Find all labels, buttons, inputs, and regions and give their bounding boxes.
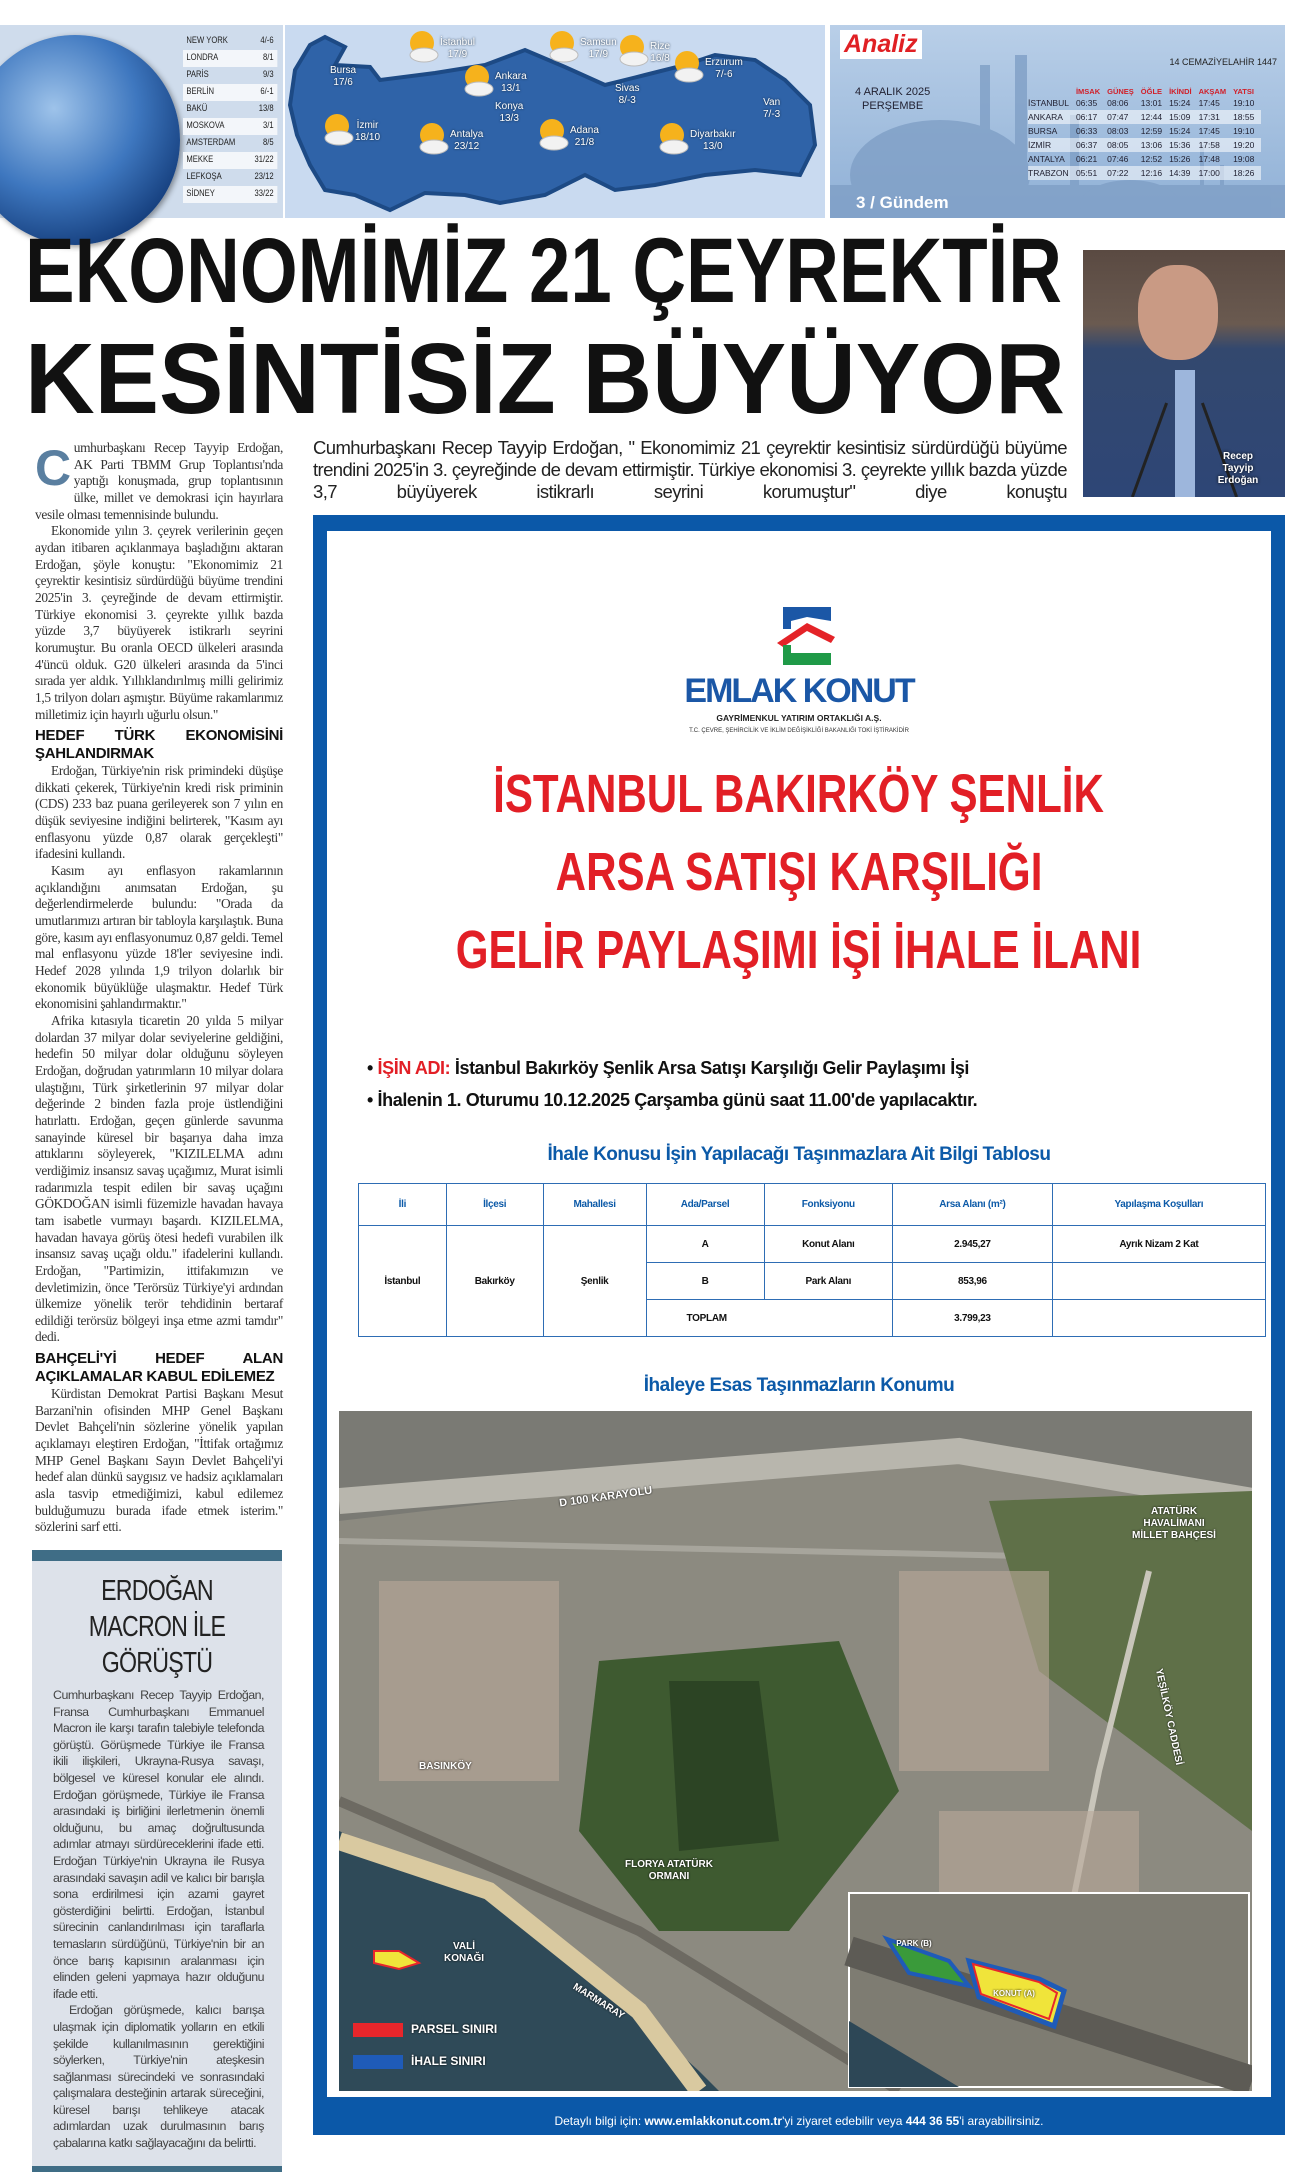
city-name: LONDRA — [186, 52, 219, 62]
cell-parsel: A — [646, 1226, 764, 1263]
partly-cloudy-icon — [542, 29, 576, 63]
paragraph: Cumhurbaşkanı Recep Tayyip Erdoğan, Fransa Cumhurbaşkanı Emmanuel Macron ile karşı tarafın talebiyle telefonda görüştü. Görüşmede Türkiye ile Fransa ikili ilişkileri, Ukrayna-Rusya savaşı, bölgesel ve küresel konular ele alındı. Erdoğan görüşmede, Türkiye ile Fransa arasındaki iş birliğini ilerletmenin önemli olduğunu, bu amaç doğrultusunda adımlar atmayı sürdüreceklerini ifade etti. Erdoğan Türkiye'nin Ukrayna ile Rusya arasındaki savaşın adil ve kalıcı bir barışla sona erdirilmesi için azami gayret gösterdiğini belirtti. Erdoğan, İstanbul sürecinin canlandırılması için taraflarla temasların sürdüğünü, Türkiye'nin bir an önce barış kapısının aralanması için elinden geleni yapmaya hazır olduğunu ifade etti. — [53, 1688, 264, 2001]
map-label-road: D 100 KARAYOLU — [558, 1484, 654, 1510]
prayer-row: İZMİR 06:37 08:05 13:06 15:36 17:58 19:20 — [1028, 138, 1261, 152]
photo-caption: Recep Tayyip Erdoğan — [1217, 451, 1259, 486]
map-label-forest: FLORYA ATATÜRK ORMANI — [625, 1859, 713, 1882]
cell-empty — [1052, 1300, 1265, 1337]
paragraph: Erdoğan, Türkiye'nin risk primindeki düşüşe dikkati çekerek, Türkiye'nin kredi risk priminin (CDS) 233 baz puana gerileyerek son 7 yılın en düşük seviyesine indiğini belirterek, "Kasım ayı enflasyonu yüzde 0,87 olarak gerçekleşti" ifadesini kullandı. — [35, 763, 283, 862]
paragraph: Ekonomide yılın 3. çeyrek verilerinin geçen aydan itibaren açıklanmaya başladığını aktaran Erdoğan, şöyle konuştu: "Ekonomimiz 21 çeyrektir kesintisiz sürdürdüğü büyüme trendini 2025'in 3. çeyreğinde de devam ettirmiştir. Türkiye ekonomisi 3. çeyrekte yıllık bazda yüzde 3,7 büyüyerek istikrarlı seyrini korumuştur. Bu oranla OECD ülkeleri arasında 4'üncü olduk. G20 ülkeleri arasında da 5'inci sırada yer aldık. Yıllıklandırılmış milli gelirimiz 1,5 trilyon doları aşmıştır. Büyüme rakamlarımız milletimiz için hayırlı uğurlu olsun." — [35, 523, 283, 722]
website-link[interactable]: www.emlakkonut.com.tr — [644, 2114, 783, 2128]
world-city-row — [183, 135, 277, 152]
paragraph: Afrika kıtasıyla ticaretin 20 yılda 5 milyar dolardan 37 milyar dolar seviyelerine geldiğini, hedefin 50 milyar dolar olduğunu söyleyen Erdoğan, doğrudan yatırımların 10 milyar dolara ulaştığını, Türk şirketlerinin 97 milyar dolar değerinde 2 binden fazla proje üstlendiğini hatırlattı. Erdoğan, geçen günlerde savunma sanayinde küresel bir başarıya daha imza attıklarını söyleyerek, "KIZILELMA adını verdiğimiz insansız savaş uçağımız, Murat isimli radarımızla tespit edilen bir savaş uçağını GÖKDOĞAN isimli füzemizle havadan havaya tam isabetle vurmayı başardı. KIZILELMA, havadan havaya görüş ötesi hedefi vurabilen ilk insansız savaş uçağı oldu." ifadelerini kullandı. Erdoğan, "Partimizin, ittifakımızın ve devletimizin, önce 'Terörsüz Türkiye'yi ardından ülkemize yönelik terör tehdidinin bertaraf edildiği terörsüz bölgeyi inşa etme azmi tamdır" dedi. — [35, 1013, 283, 1345]
prayer-row: İSTANBUL 06:35 08:06 13:01 15:24 17:45 19:10 — [1028, 98, 1255, 108]
prayer-header: GÜNEŞ — [1107, 87, 1134, 96]
sidebar-macron-box — [32, 1550, 282, 2172]
paragraph: umhurbaşkanı Recep Tayyip Erdoğan, AK Parti TBMM Grup Toplantısı'nda yaptığı konuşmada, grup toplantısının ülke, millet ve demokrasi için hayırlara vesile olması temennisinde bulundu. — [35, 440, 283, 522]
world-weather-panel — [0, 25, 283, 218]
prayer-header: İMSAK — [1075, 87, 1101, 96]
city-temp: 9/3 — [262, 69, 274, 79]
ad-title-line: GELİR PAYLAŞIMI İŞİ İHALE İLANI — [456, 920, 1142, 980]
cell-fonksiyon: Park Alanı — [764, 1263, 893, 1300]
headline-text: KESİNTİSİZ BÜYÜYOR — [25, 323, 1065, 435]
world-city-row — [183, 67, 277, 84]
city-name: MOSKOVA — [186, 120, 225, 130]
section-label: 3 / Gündem — [856, 193, 949, 212]
location-map — [339, 1411, 1252, 2091]
city-temp: 23/12 — [254, 171, 274, 181]
map-label-street: YEŞİLKÖY CADDESİ — [1152, 1667, 1185, 1767]
legend-parsel: PARSEL SINIRI — [411, 2022, 498, 2036]
city-temp: 4/-6 — [260, 35, 274, 45]
table-header: Fonksiyonu — [764, 1184, 893, 1226]
paragraph: Kürdistan Demokrat Partisi Başkanı Mesut Barzani'nin ofisinden MHP Genel Başkanı Devlet Bahçeli'nin sözlerine yönelik yapılan açıklamayı eleştiren Erdoğan, "İttifak ortağımız MHP Genel Başkanı Sayın Devlet Bahçeli'yi hedef alan dünkü saygısız ve hadsiz açıklamaları asla tasvip etmediğimizi, kabul edilemez bulduğumuzu burada ifade etmek isterim." sözlerini sarf etti. — [35, 1386, 283, 1535]
bullet-session-date: • İhalenin 1. Oturumu 10.12.2025 Çarşamba günü saat 11.00'de yapılacaktır. — [367, 1090, 978, 1110]
left-column — [35, 440, 283, 2172]
turkey-city-label: Adana 21/8 — [570, 125, 599, 148]
article-body — [35, 440, 283, 1536]
prayer-header: ÖĞLE — [1140, 87, 1163, 96]
headline-line-1 — [25, 220, 1062, 323]
turkey-city-label: İstanbul 17/9 — [440, 37, 476, 60]
partly-cloudy-icon — [667, 49, 701, 83]
property-info-table — [358, 1183, 1266, 1337]
satellite-map — [339, 1411, 1252, 2091]
erdogan-photo — [1083, 250, 1285, 497]
brand-note: T.C. ÇEVRE, ŞEHİRCİLİK VE İKLİM DEĞİŞİKLİĞİ BAKANLIĞI TOKİ İŞTİRAKİDİR — [689, 728, 909, 734]
turkey-city-label: Samsun 17/9 — [580, 37, 617, 60]
world-city-row — [183, 152, 277, 169]
map-label-basinkoy: BASINKÖY — [419, 1761, 472, 1772]
world-city-row — [183, 169, 277, 186]
ad-title-line: ARSA SATIŞI KARŞILIĞI — [555, 842, 1043, 902]
city-name: NEW YORK — [186, 35, 228, 45]
world-city-row — [183, 101, 277, 118]
world-city-row — [183, 50, 277, 67]
sidebar-title: ERDOĞAN MACRON İLE GÖRÜŞTÜ — [88, 1575, 226, 1680]
prayer-row: ANTALYA 06:21 07:46 12:52 15:26 17:48 19:08 — [1028, 154, 1255, 164]
table-header: İlçesi — [446, 1184, 543, 1226]
prayer-row: ANKARA 06:17 07:47 12:44 15:09 17:31 18:55 — [1028, 110, 1261, 124]
cell-alan: 853,96 — [893, 1263, 1053, 1300]
city-name: MEKKE — [186, 154, 214, 164]
turkey-weather-map — [285, 25, 825, 218]
prayer-row: TRABZON 05:51 07:22 12:16 14:39 17:00 18:26 — [1028, 166, 1261, 180]
map-label-vali: VALİ KONAĞI — [444, 1941, 484, 1964]
turkey-city-label: Sivas 8/-3 — [615, 83, 640, 106]
turkey-city-label: Bursa 17/6 — [330, 65, 357, 88]
turkey-city-label: Van 7/-3 — [763, 97, 781, 120]
turkey-city-label: Erzurum 7/-6 — [705, 57, 743, 80]
drop-cap: C — [35, 440, 71, 496]
table-header: Mahallesi — [543, 1184, 646, 1226]
city-name: PARİS — [186, 69, 209, 79]
brand-name: EMLAK KONUT — [684, 672, 914, 710]
map-title: İhaleye Esas Taşınmazların Konumu — [643, 1375, 955, 1396]
cell-il: İstanbul — [359, 1226, 447, 1337]
section-heading: HEDEF TÜRK EKONOMİSİNİ ŞAHLANDIRMAK — [35, 727, 283, 763]
bullet-job-name: • İŞİN ADI: İstanbul Bakırköy Şenlik Arsa Satışı Karşılığı Gelir Paylaşımı İşi — [367, 1058, 970, 1078]
prayer-header: İKİNDİ — [1169, 87, 1192, 96]
city-temp: 6/-1 — [260, 86, 274, 96]
ad-title-line: İSTANBUL BAKIRKÖY ŞENLİK — [493, 764, 1105, 824]
turkey-city-label: Konya 13/3 — [495, 101, 524, 124]
ad-footer: Detaylı bilgi için: www.emlakkonut.com.tr'yi ziyaret edebilir veya 444 36 55'i arayabilirsiniz. — [554, 2114, 1044, 2128]
turkey-city-label: Antalya 23/12 — [450, 129, 484, 152]
cell-alan: 2.945,27 — [893, 1226, 1053, 1263]
prayer-header: AKŞAM — [1198, 87, 1227, 96]
prayer-header: YATSI — [1233, 87, 1254, 96]
city-temp: 8/1 — [262, 52, 274, 62]
table-title: İhale Konusu İşin Yapılacağı Taşınmazlara Ait Bilgi Tablosu — [547, 1144, 1051, 1165]
cell-kosul: Ayrık Nizam 2 Kat — [1052, 1226, 1265, 1263]
city-temp: 3/1 — [262, 120, 274, 130]
partly-cloudy-icon — [652, 121, 686, 155]
city-temp: 13/8 — [258, 103, 274, 113]
table-header: Arsa Alanı (m²) — [893, 1184, 1053, 1226]
issue-day: PERŞEMBE — [862, 100, 924, 112]
paragraph: Kasım ayı enflasyon rakamlarının açıklandığını anımsatan Erdoğan, şu değerlendirmelerde bulundu: "Orada da umutlarımızı artıran bir tabloyla karşılaştık. Buna göre, kasım ayı enflasyonumuz 0,87 geldi. Temel mal enflasyonu yüzde 18'ler seviyesine indi. Hedef 2028 yılında 1,9 trilyon dolarlık bir ekonomik büyüklüğe ulaşmaktır. Hedef Türk ekonomisini şahlandırmaktır." — [35, 863, 283, 1012]
headline-text: EKONOMİMİZ 21 ÇEYREKTİR — [25, 220, 1063, 322]
table-header: Ada/Parsel — [646, 1184, 764, 1226]
city-name: AMSTERDAM — [186, 137, 236, 147]
table-header: Yapılaşma Koşulları — [1052, 1184, 1265, 1226]
cell-mahalle: Şenlik — [543, 1226, 646, 1337]
cell-total-label: TOPLAM — [646, 1300, 893, 1337]
cell-kosul — [1052, 1263, 1265, 1300]
analiz-logo: Analiz — [840, 30, 922, 59]
subheadline: Cumhurbaşkanı Recep Tayyip Erdoğan, " Ekonomimiz 21 çeyrektir kesintisiz sürdürdüğü büyüme trendini 2025'in 3. çeyreğinde de devam ettirmiştir. Türkiye ekonomisi 3. çeyrekte yıllık bazda yüzde 3,7 büyüyerek istikrarlı seyrini korumuştur" diye konuştu — [313, 437, 1067, 502]
emlak-konut-ad — [313, 515, 1285, 2135]
legend-ihale: İHALE SINIRI — [411, 2054, 486, 2068]
turkey-city-label: Ankara 13/1 — [495, 71, 527, 94]
turkey-city-label: Rize 16/8 — [650, 41, 671, 64]
turkey-city-label: Diyarbakır 13/0 — [690, 129, 736, 152]
map-label-parkb: PARK (B) — [896, 1939, 932, 1948]
section-heading: BAHÇELİ'Yİ HEDEF ALAN AÇIKLAMALAR KABUL EDİLEMEZ — [35, 1350, 283, 1386]
world-city-row — [183, 84, 277, 101]
world-city-row — [183, 186, 277, 203]
partly-cloudy-icon — [402, 29, 436, 63]
city-temp: 33/22 — [254, 188, 274, 198]
partly-cloudy-icon — [532, 117, 566, 151]
phone-number: 444 36 55 — [905, 2114, 960, 2128]
cell-total: 3.799,23 — [893, 1300, 1053, 1337]
world-city-row — [183, 118, 277, 135]
paragraph: Erdoğan görüşmede, kalıcı barışa ulaşmak için diplomatik yolların en etkili şekilde kullanılmasının gerektiğini söylerken, Türkiye'nin ateşkesin sağlanması sürecindeki ve sonrasındaki çalışmalara desteğinin artarak süreceğini, küresel barışı tehlikeye atacak adımlardan uzak durulmasının barış çabalarına katkı sağlayacağını da belirtti. — [53, 2003, 264, 2151]
city-name: BERLİN — [186, 86, 215, 96]
city-name: LEFKOŞA — [186, 171, 222, 181]
headline-line-2 — [25, 323, 1065, 435]
emlak-konut-logo-icon — [777, 607, 839, 665]
prayer-times-table — [1028, 87, 1261, 180]
table-header: İli — [359, 1184, 447, 1226]
cell-fonksiyon: Konut Alanı — [764, 1226, 893, 1263]
cell-parsel: B — [646, 1263, 764, 1300]
map-label-park: ATATÜRK HAVALİMANI MİLLET BAHÇESİ — [1132, 1506, 1216, 1541]
brand-subtitle: GAYRİMENKUL YATIRIM ORTAKLIĞI A.Ş. — [716, 713, 882, 723]
masthead-prayer-panel — [830, 25, 1285, 218]
city-name: SİDNEY — [186, 188, 215, 198]
map-label-konuta: KONUT (A) — [993, 1989, 1035, 1998]
prayer-row: BURSA 06:33 08:03 12:59 15:24 17:45 19:10 — [1028, 126, 1255, 136]
issue-date: 4 ARALIK 2025 — [855, 86, 931, 98]
city-temp: 31/22 — [254, 154, 274, 164]
city-name: BAKÜ — [186, 103, 208, 113]
city-temp: 8/5 — [262, 137, 274, 147]
turkey-city-label: İzmir 18/10 — [355, 120, 381, 143]
globe-image — [0, 35, 180, 245]
world-city-list — [183, 33, 280, 203]
partly-cloudy-icon — [317, 112, 351, 146]
hijri-date: 14 CEMAZİYELAHİR 1447 — [1169, 57, 1277, 67]
cell-ilce: Bakırköy — [446, 1226, 543, 1337]
world-city-row — [183, 33, 277, 50]
partly-cloudy-icon — [612, 33, 646, 67]
partly-cloudy-icon — [457, 63, 491, 97]
partly-cloudy-icon — [412, 121, 446, 155]
map-label-rail: MARMARAY — [570, 1981, 627, 2022]
